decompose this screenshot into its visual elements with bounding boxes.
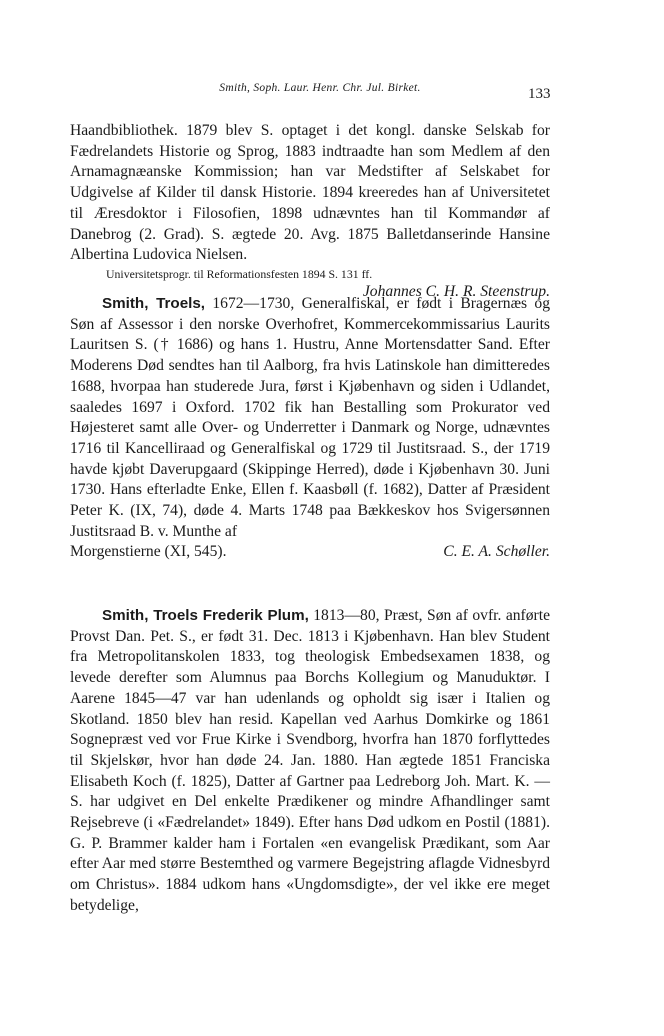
entry1-text: Haandbibliothek. 1879 blev S. optaget i det kongl. danske Selskab for Fædrelandets Historie og Sprog, 1883 indtraadte han som Medlem af den Arnamagnæanske Kommission; han var Medstifter af Selskabet for Udgivelse af Kilder til dansk Historie. 1894 kreeredes han af Universitetet til Æresdoktor i Filosofien, 1898 udnævntes han til Kommandør af Danebrog (2. Grad). S. ægtede 20. Avg. 1875 Balletdanserinde Hansine Albertina Ludovica Nielsen. <box>70 122 550 264</box>
entry2-signature: C. E. A. Schøller. <box>443 543 550 561</box>
entry3-text: 1813—80, Præst, Søn af ovfr. anførte Provst Dan. Pet. S., er født 31. Dec. 1813 i Kjøbenhavn. Han blev Student fra Metropolitanskolen 1833, tog theologisk Embedsexamen 1838, og levede derefter som Alumnus paa Borchs Kollegium og Manuduktør. I Aarene 1845—47 var han udenlands og opholdt sig især i Italien og Skotland. 1850 blev han resid. Kapellan ved Aarhus Domkirke og 1861 Sognepræst ved vor Frue Kirke i Svendborg, hvorfra han 1870 forflyttedes til Skjelskør, hvor han døde 24. Jan. 1880. Han ægtede 1851 Franciska Elisabeth Koch (f. 1825), Datter af Gartner paa Ledreborg Joh. Mart. K. — S. har udgivet en Del enkelte Prædikener og mindre Afhandlinger samt Rejsebreve (i «Fædrelandet» 1849). Efter hans Død udkom en Postil (1881). G. P. Brammer kalder ham i Fortalen «en evangelisk Prædikant, som Aar efter Aar med større Bestemthed og varmere Begejstring aflagde Vidnesbyrd om Christus». 1884 udkom hans «Ungdomsdigte», der vel ikke ere meget betydelige, <box>70 607 550 914</box>
entry1-signature: Johannes C. H. R. Steenstrup. <box>362 282 550 300</box>
entry-smith-troels-frederik-plum <box>70 606 550 917</box>
entry2-last-text: Morgenstierne (XI, 545). <box>70 543 227 561</box>
entry2-paragraph <box>70 294 550 542</box>
entry2-name: Smith, Troels, <box>102 295 206 312</box>
entry3-name: Smith, Troels Frederik Plum, <box>102 607 309 624</box>
entry2-last-line <box>70 542 550 563</box>
entry1-source: Universitetsprogr. til Reformationsfesten 1894 S. 131 ff. <box>106 266 373 281</box>
entry2-text: 1672—1730, Generalfiskal, er født i Bragernæs og Søn af Assessor i den norske Overhofret, Kommercekommissarius Laurits Lauritsen S. († 1686) og hans 1. Hustru, Anne Mortensdatter Sand. Efter Moderens Død sendtes han til Aalborg, fra hvis Latinskole han dimitteredes 1688, hvorpaa han studerede Jura, først i Kjøbenhavn og siden i Udlandet, saaledes 1697 i Oxford. 1702 fik han Bestalling som Prokurator ved Højesteret samt alle Over- og Underretter i Danmark og Norge, udnævntes 1716 til Kancelliraad og Generalfiskal og 1729 til Justitsraad. S., der 1719 havde kjøbt Daverupgaard (Skippinge Herred), døde i Kjøbenhavn 30. Juni 1730. Hans efterladte Enke, Ellen f. Kaasbøll (f. 1682), Datter af Præsident Peter K. (IX, 74), døde 4. Marts 1748 paa Bækkeskov hos Svigersønnen Justitsraad B. v. Munthe af <box>70 295 550 540</box>
entry-continuation <box>70 121 550 303</box>
entry3-paragraph <box>70 606 550 917</box>
entry-smith-troels <box>70 294 550 563</box>
page-number: 133 <box>528 86 551 102</box>
running-head: Smith, Soph. Laur. Henr. Chr. Jul. Birket. <box>219 82 421 94</box>
